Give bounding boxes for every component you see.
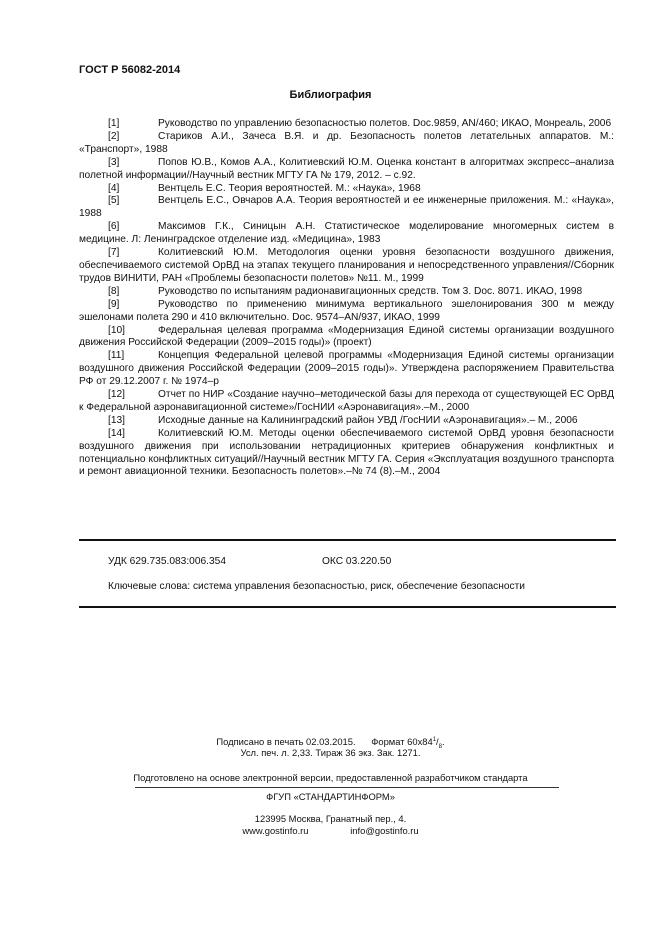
- standard-number: ГОСТ Р 56082-2014: [79, 64, 181, 76]
- reference-text: Федеральная целевая программа «Модернизация Единой системы организации воздушного движения Российской Федерации (2009–2015 годы)» (проект): [79, 324, 614, 349]
- website-link[interactable]: www.gostinfo.ru: [242, 825, 309, 836]
- classification-row: [108, 556, 392, 567]
- reference-item: [79, 286, 614, 299]
- imprint-divider: [135, 787, 559, 788]
- reference-list: [79, 118, 614, 479]
- reference-item: [79, 325, 614, 351]
- publisher: ФГУП «СТАНДАРТИНФОРМ»: [266, 791, 395, 802]
- reference-number: [12]: [108, 389, 125, 401]
- reference-text: Колитиевский Ю.М. Методология оценки уровня безопасности воздушного движения, обеспечиваемого системой ОрВД на этапах текущего планирования и непосредственного управления//Сборник трудов ВИНИТИ, РАН «Проблемы безопасности полетов» №11. М., 1999: [79, 247, 614, 284]
- reference-text: Руководство по применению минимума вертикального эшелонирования 300 м между эшелонами полета 290 и 410 включительно. Doc. 9574–AN/937, ИКАО, 1999: [79, 298, 614, 323]
- reference-text: Вентцель Е.С. Теория вероятностей. М.: «Наука», 1968: [158, 182, 421, 194]
- signed-date: Подписано в печать 02.03.2015.: [216, 736, 356, 747]
- print-sheets: Усл. печ. л. 2,33. Тираж 36 экз. Зак. 1271.: [240, 747, 421, 758]
- reference-number: [5]: [108, 195, 120, 207]
- reference-number: [7]: [108, 247, 120, 259]
- reference-number: [4]: [108, 182, 120, 194]
- reference-item: [79, 195, 614, 221]
- reference-number: [9]: [108, 298, 120, 310]
- reference-number: [1]: [108, 118, 120, 129]
- reference-text: Отчет по НИР «Создание научно–методической базы для перехода от существующей ЕС ОрВД к Федеральной аэронавигационной системе»/ГосНИИ «Аэронавигация».–М., 2000: [79, 389, 614, 413]
- reference-text: Руководство по испытаниям радионавигационных средств. Том 3. Doc. 8071. ИКАО, 1998: [158, 285, 583, 297]
- publisher-contacts: [0, 825, 661, 836]
- reference-text: Стариков А.И., Зачеса В.Я. и др. Безопасность полетов летательных аппаратов. М.: «Транспорт», 1988: [79, 130, 614, 155]
- keywords: Ключевые слова: система управления безопасностью, риск, обеспечение безопасности: [108, 581, 525, 592]
- reference-text: Концепция Федеральной целевой программы «Модернизация Единой системы организации воздушного движения Российской Федерации (2009–2015 годы)». Утверждена распоряжением Правительства РФ от 29.12.2007 г. № 1974–р: [79, 350, 614, 388]
- top-divider: [79, 539, 616, 541]
- reference-item: [79, 415, 614, 428]
- paper-format: Формат $60x84^1/_8$.: [371, 736, 445, 750]
- reference-item: [79, 131, 614, 157]
- reference-item: [79, 183, 614, 196]
- reference-number: [11]: [108, 350, 125, 362]
- email-link[interactable]: info@gostinfo.ru: [350, 825, 419, 836]
- reference-text: Максимов Г.К., Синицын А.Н. Статистическое моделирование многомерных систем в медицине. Л: Ленинградское отделение изд. «Медицина», 1983: [79, 221, 614, 246]
- reference-item: [79, 350, 614, 389]
- reference-number: [14]: [108, 427, 125, 439]
- reference-item: [79, 247, 614, 286]
- bibliography-title: Библиография: [289, 89, 372, 101]
- reference-text: Колитиевский Ю.М. Методы оценки обеспечиваемого системой ОрВД уровня безопасности воздушного движения при использовании нетрадиционных критериев обнаружения конфликтных и потенциально конфликтных ситуаций//Научный вестник МГТУ ГА. Серия «Эксплуатация воздушного транспорта и ремонт авиационной техники. Безопасность полетов».–№ 74 (8).–М., 2004: [79, 427, 614, 478]
- reference-item: [79, 389, 614, 415]
- reference-text: Исходные данные на Калининградский район УВД /ГосНИИ «Аэронавигация».– М., 2006: [158, 414, 578, 426]
- reference-number: [3]: [108, 156, 120, 168]
- reference-item: [79, 157, 614, 183]
- reference-number: [10]: [108, 324, 125, 336]
- reference-text: Попов Ю.В., Комов А.А., Колитиевский Ю.М. Оценка констант в алгоритмах экспресс–анализа полетной информации//Научный вестник МГТУ ГА № 179, 2012. – с.92.: [79, 156, 614, 181]
- bottom-divider: [79, 606, 616, 608]
- prepared-note: Подготовлено на основе электронной версии, предоставленной разработчиком стандарта: [133, 772, 528, 783]
- reference-item: [79, 118, 614, 131]
- publisher-address: 123995 Москва, Гранатный пер., 4.: [254, 813, 407, 824]
- reference-item: [79, 299, 614, 325]
- reference-number: [8]: [108, 285, 120, 297]
- udk-code: УДК 629.735.083:006.354: [108, 556, 226, 567]
- reference-number: [13]: [108, 414, 125, 426]
- reference-text: Руководство по управлению безопасностью полетов. Doc.9859, AN/460; ИКАО, Монреаль, 2006: [158, 118, 612, 129]
- reference-number: [2]: [108, 130, 120, 142]
- reference-item: [79, 221, 614, 247]
- oks-code: ОКС 03.220.50: [322, 556, 392, 567]
- reference-item: [79, 428, 614, 480]
- reference-number: [6]: [108, 221, 120, 233]
- reference-text: Вентцель Е.С., Овчаров А.А. Теория вероятностей и ее инженерные приложения. М.: «Наука», 1988: [79, 195, 614, 220]
